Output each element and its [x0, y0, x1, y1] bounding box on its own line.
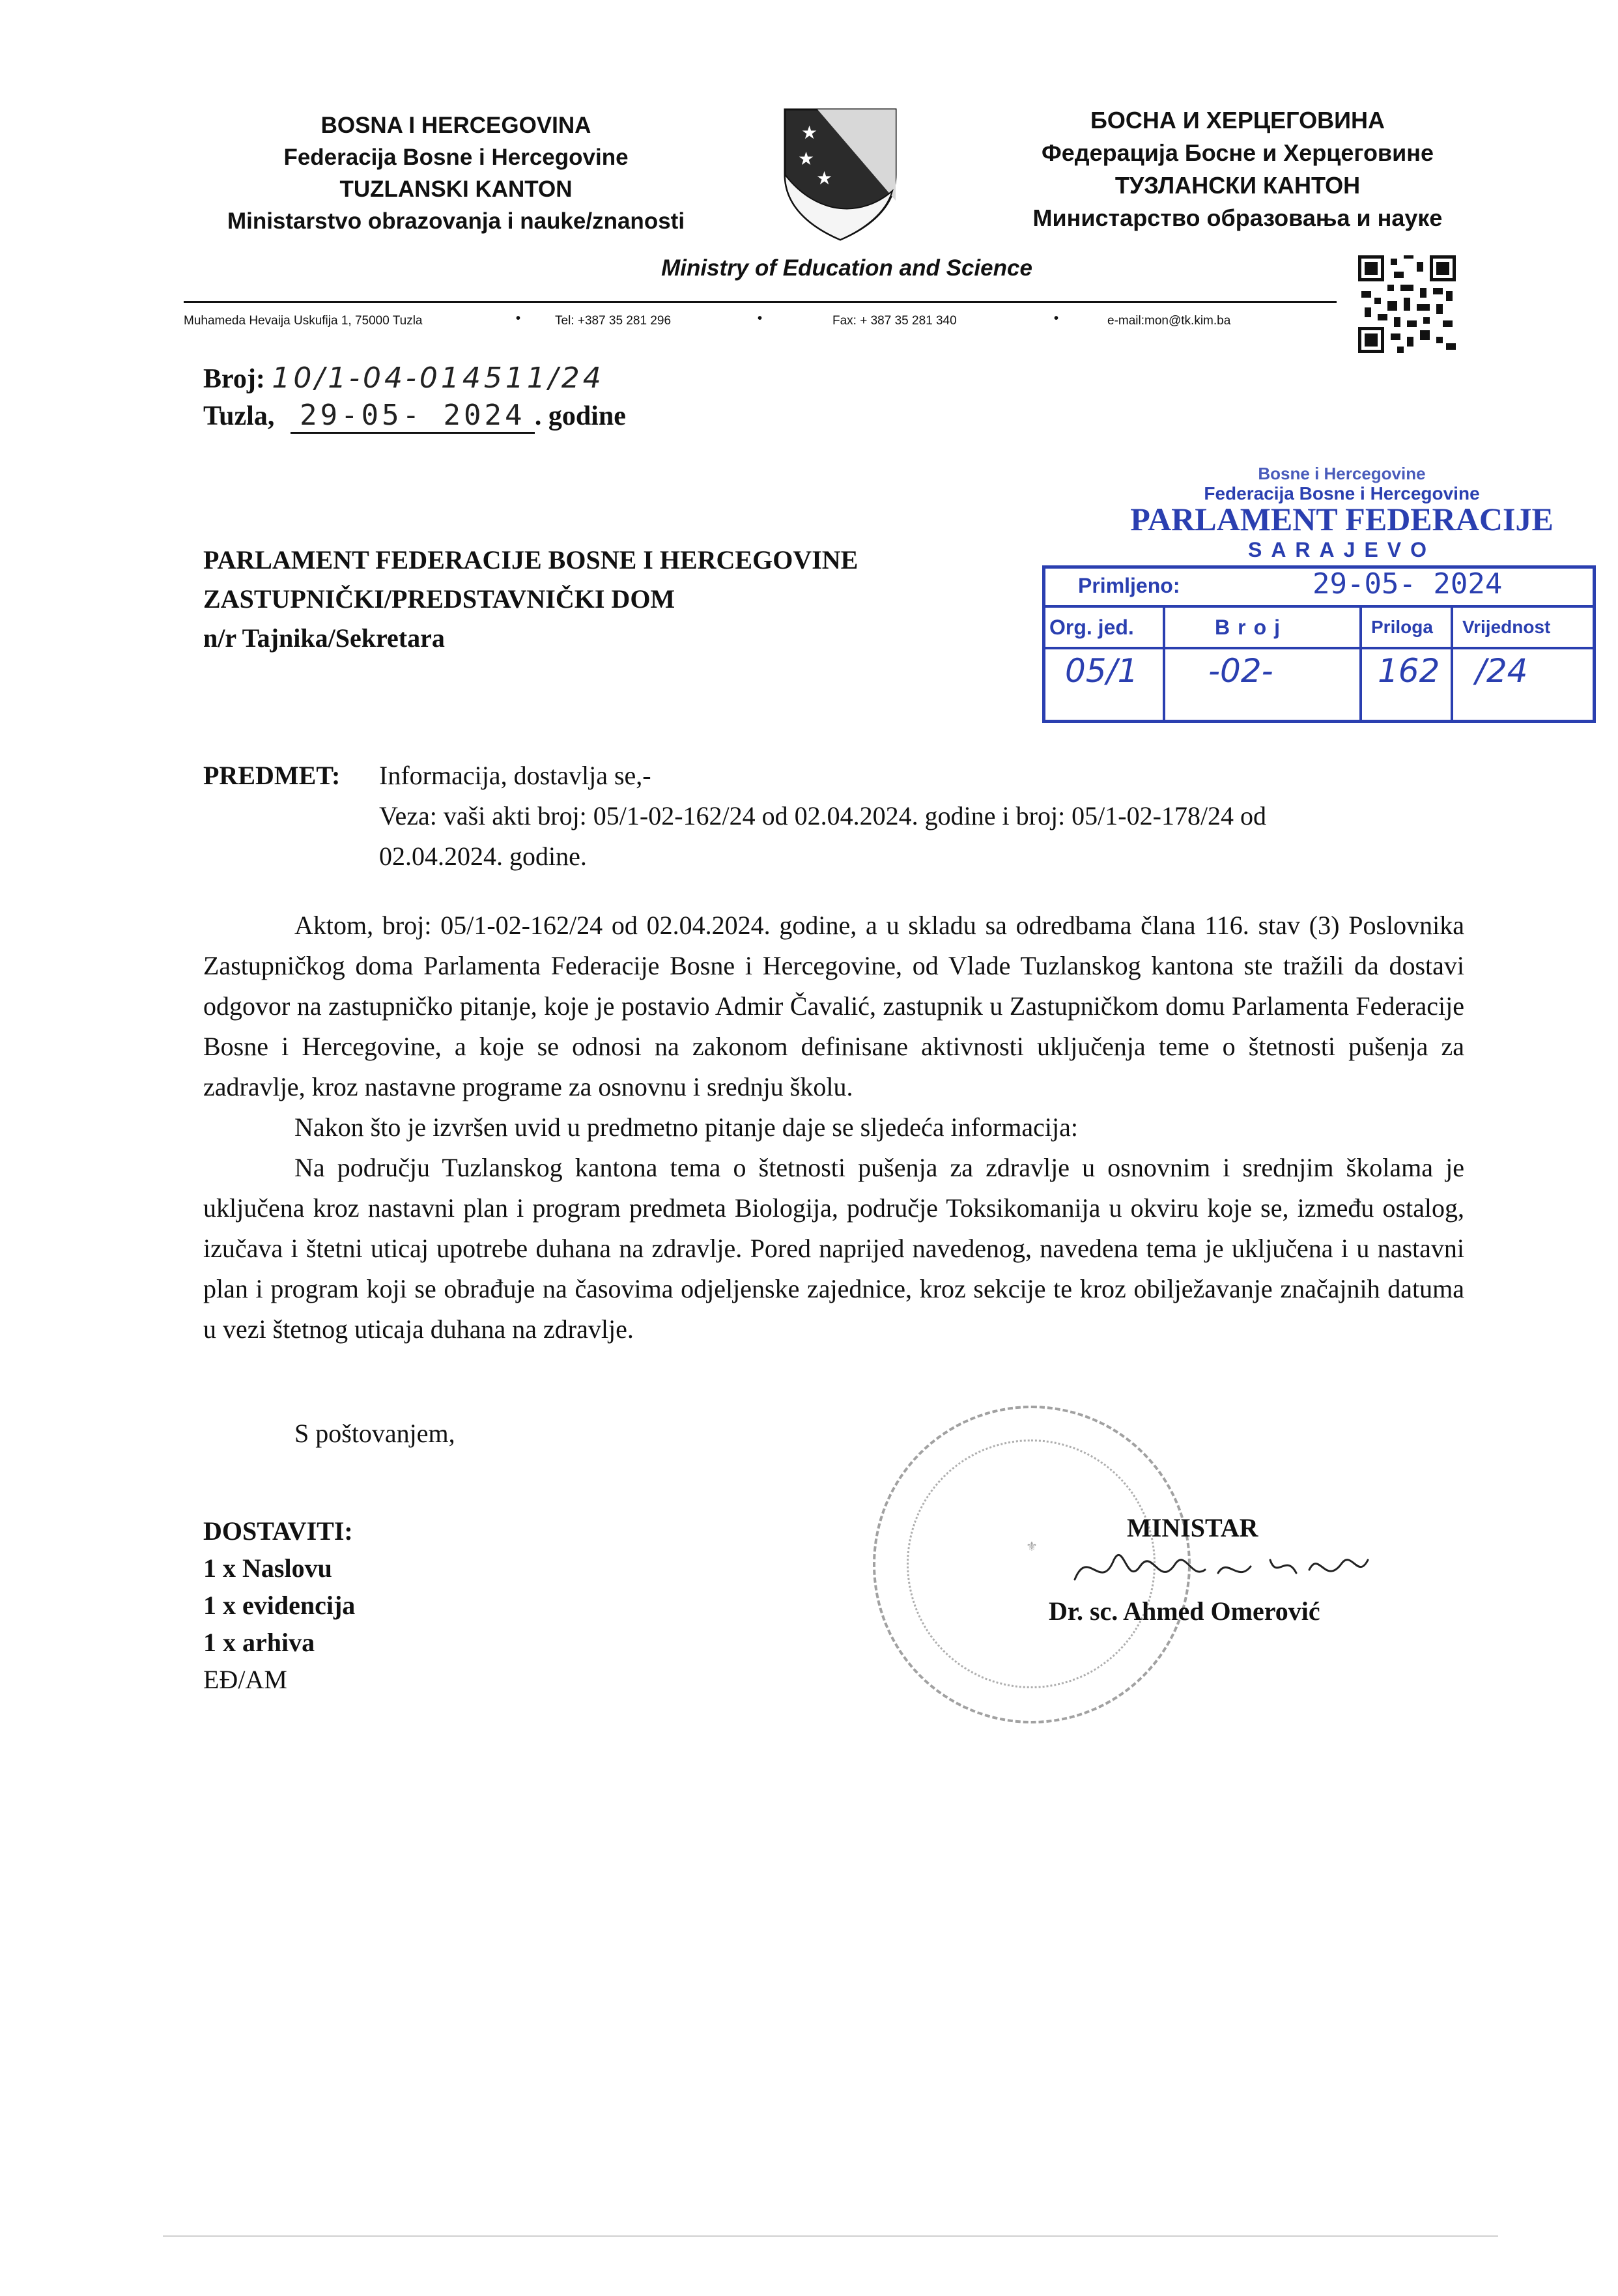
distribution-title: DOSTAVITI: [203, 1516, 353, 1546]
reference-date [203, 399, 626, 434]
signatory-name: Dr. sc. Ahmed Omerović [1049, 1596, 1320, 1626]
recipient-attention: n/r Tajnika/Sekretara [203, 623, 445, 653]
reference-number-label: Broj: [203, 364, 265, 394]
ministry-fax: Fax: + 387 35 281 340 [832, 314, 957, 328]
subject-title: Informacija, dostavlja se,- [379, 761, 651, 790]
attachments-value: 162 [1378, 652, 1440, 690]
ministry-email: e-mail:mon@tk.kim.ba [1107, 314, 1231, 328]
country-name: BOSNA I HERCEGOVINA [320, 113, 591, 138]
body-paragraph-2: Nakon što je izvršen uvid u predmetno pitanje daje se sljedeća informacija: [294, 1113, 1078, 1142]
stamp-line-1: Bosne i Hercegovine [1258, 464, 1426, 483]
number-value: -02- [1208, 652, 1273, 690]
svg-text:★: ★ [801, 122, 818, 143]
separator-dot-icon: • [1054, 311, 1059, 326]
subject-reference-cont: 02.04.2024. godine. [379, 842, 587, 871]
page-footer-line [163, 2235, 1498, 2237]
ministry-phone: Tel: +387 35 281 296 [555, 314, 672, 328]
body-paragraph-1: Aktom, broj: 05/1-02-162/24 od 02.04.2024. godine, a u skladu sa odredbama člana 116. stav (3) Poslovnika Zastupničkog doma Parlamenta Federacije Bosne i Hercegovine, od Vlade Tuzlanskog kantona ste tražili da dostavi odgovor na zastupničko pitanje, koje je postavio Admir Čavalić, zastupnik u Zastupničkom domu Parlamenta Federacije Bosne i Hercegovine, a koje se odnosi na zakonom definisane aktivnosti uključenja teme o štetnosti pušenja za zadravlje, kroz nastavne programe za osnovnu i srednju školu. [203, 911, 1464, 1101]
header-left [163, 109, 749, 237]
svg-text:★: ★ [816, 167, 833, 189]
federation-name: Federacija Bosne i Hercegovine [283, 145, 629, 170]
value-value: /24 [1475, 652, 1528, 690]
signature-icon [1062, 1534, 1400, 1606]
distribution-item: 1 x evidencija [203, 1591, 356, 1620]
country-name-cyrillic: БОСНА И ХЕРЦЕГОВИНА [1090, 107, 1385, 134]
federation-name-cyrillic: Федерација Босне и Херцеговине [1042, 139, 1434, 166]
svg-text:★: ★ [798, 148, 815, 169]
subject-label: PREDMET: [203, 761, 341, 790]
header-right [977, 104, 1498, 234]
stamp-line-4: SARAJEVO [1247, 538, 1436, 561]
distribution-list [203, 1512, 355, 1698]
number-header: Broj [1215, 616, 1288, 639]
recipient-block [203, 541, 858, 658]
stamp-line-2: Federacija Bosne i Hercegovine [1204, 483, 1480, 503]
separator-dot-icon: • [516, 311, 521, 326]
received-date: 29-05- 2024 [1313, 567, 1503, 601]
subject-reference: Veza: vaši akti broj: 05/1-02-162/24 od 02.04.2024. godine i broj: 05/1-02-178/24 od [379, 801, 1267, 830]
subject-block [203, 756, 1480, 877]
signatory-title: MINISTAR [1127, 1513, 1258, 1542]
received-label: Primljeno: [1078, 574, 1180, 597]
org-unit-header: Org. jed. [1049, 616, 1134, 639]
canton-name: TUZLANSKI KANTON [339, 177, 573, 202]
value-header: Vrijednost [1462, 617, 1551, 637]
place-label: Tuzla, [203, 401, 275, 431]
reference-number-value: 10/1-04-014511/24 [272, 361, 604, 395]
received-stamp [1042, 565, 1596, 723]
date-field [291, 399, 535, 434]
qr-code-icon [1358, 255, 1456, 353]
ministry-address: Muhameda Hevaija Uskufija 1, 75000 Tuzla [184, 314, 423, 328]
recipient-institution: PARLAMENT FEDERACIJE BOSNE I HERCEGOVINE [203, 545, 859, 574]
reference-number [203, 361, 604, 395]
author-initials: EĐ/AM [203, 1665, 287, 1694]
ministry-name: Ministarstvo obrazovanja i nauke/znanosti [227, 208, 685, 234]
header-divider [184, 301, 1337, 303]
stamp-line-3: PARLAMENT FEDERACIJE [1130, 501, 1554, 537]
ministry-name-cyrillic: Министарство образовања и науке [1032, 205, 1443, 231]
body-paragraph-3: Na području Tuzlanskog kantona tema o štetnosti pušenja za zdravlje u osnovnim i srednjim školama je uključena kroz nastavni plan i program predmeta Biologija, područje Toksikomanija u okviru koje se, između ostalog, izučava i štetni uticaj upotrebe duhana na zdravlje. Pored naprijed navedenog, navedena tema je uključena i u nastavni plan i program koji se obrađuje na časovima odjeljenske zajednice, kroz sekcije te kroz obilježavanje značajnih datuma u vezi štetnog uticaja duhana na zdravlje. [203, 1153, 1464, 1344]
distribution-item: 1 x Naslovu [203, 1553, 332, 1583]
recipient-house: ZASTUPNIČKI/PREDSTAVNIČKI DOM [203, 584, 675, 614]
coat-of-arms-icon [778, 103, 902, 243]
distribution-item: 1 x arhiva [203, 1628, 315, 1657]
org-unit-value: 05/1 [1065, 652, 1139, 690]
closing-salutation: S poštovanjem, [294, 1419, 455, 1448]
seal-emblem-icon: ⚜ [1026, 1538, 1038, 1554]
date-value: 29-05- 2024 [300, 399, 526, 432]
godine-label: . godine [534, 401, 626, 431]
canton-name-cyrillic: ТУЗЛАНСКИ КАНТОН [1114, 172, 1361, 199]
ministry-name-english: Ministry of Education and Science [661, 255, 1032, 281]
attachments-header: Priloga [1371, 617, 1433, 637]
separator-dot-icon: • [758, 311, 763, 326]
